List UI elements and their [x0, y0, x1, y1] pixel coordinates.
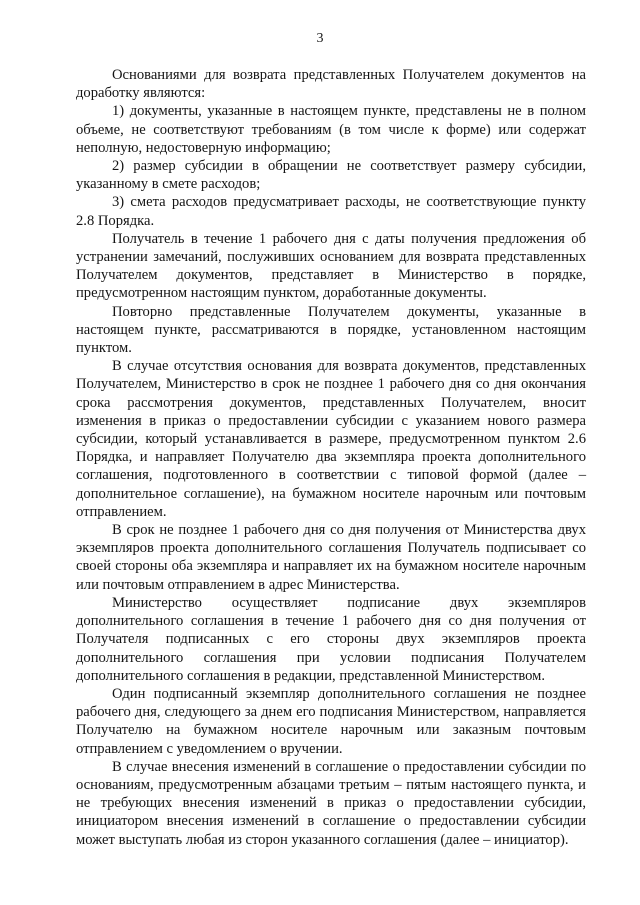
paragraph-recipient-signing: В срок не позднее 1 рабочего дня со дня получения от Министерства двух экземпляров проекта дополнительного соглашения Получатель подписывает со своей стороны оба экземпляра и направляет их на бумажном носителе нарочным или почтовым отправлением в адрес Министерства. — [76, 522, 586, 593]
paragraph-revised-documents: Получатель в течение 1 рабочего дня с даты получения предложения об устранении замечаний, послуживших основанием для возврата представленных Получателем документов, представляет в Министерство в порядке, предусмотренном настоящим пунктом, доработанные документы. — [76, 230, 586, 302]
paragraph-ground-1: 1) документы, указанные в настоящем пункте, представлены не в полном объеме, не соответствуют требованиям (в том числе к форме) или содержат неполную, недостоверную информацию; — [76, 103, 586, 156]
paragraph-ministry-signing: Министерство осуществляет подписание двух экземпляров дополнительного соглашения в течение 1 рабочего дня со дня получения от Получателя подписанных с его стороны двух экземпляров проекта дополнительного соглашения при условии подписания Получателем дополнительного соглашения в редакции, представленной Министерством. — [76, 594, 586, 684]
document-body — [76, 66, 586, 849]
page-number: 3 — [316, 31, 324, 46]
paragraph-ground-2: 2) размер субсидии в обращении не соответствует размеру субсидии, указанному в смете расходов; — [76, 158, 586, 193]
paragraph-ground-3: 3) смета расходов предусматривает расходы, не соответствующие пункту 2.8 Порядка. — [76, 194, 586, 229]
paragraph-resubmitted-documents: Повторно представленные Получателем документы, указанные в настоящем пункте, рассматриваются в порядке, установленном настоящим пунктом. — [76, 303, 586, 357]
paragraph-no-grounds-for-return: В случае отсутствия основания для возврата документов, представленных Получателем, Министерство в срок не позднее 1 рабочего дня со дня окончания срока рассмотрения документов, представленных Получателем, вносит изменения в приказ о предоставлении субсидии с указанием нового размера субсидии, который устанавливается в размере, предусмотренном пунктом 2.6 Порядка, и направляет Получателю два экземпляра проекта дополнительного соглашения, подготовленного в соответствии с типовой формой (далее – дополнительное соглашение), на бумажном носителе нарочным или почтовым отправлением. — [76, 358, 586, 520]
paragraph-grounds-for-return: Основаниями для возврата представленных Получателем документов на доработку являются: — [76, 67, 586, 102]
paragraph-amendment-initiator: В случае внесения изменений в соглашение о предоставлении субсидии по основаниям, предусмотренным абзацами третьим – пятым настоящего пункта, и не требующих внесения изменений в приказ о предоставлении субсидии, инициатором внесения изменений в соглашение о предоставлении субсидии может выступать любая из сторон указанного соглашения (далее – инициатор). — [76, 758, 586, 848]
paragraph-signed-copy-delivery: Один подписанный экземпляр дополнительного соглашения не позднее рабочего дня, следующего за днем его подписания Министерством, направляется Получателю на бумажном носителе нарочным или заказным почтовым отправлением с уведомлением о вручении. — [76, 685, 586, 757]
